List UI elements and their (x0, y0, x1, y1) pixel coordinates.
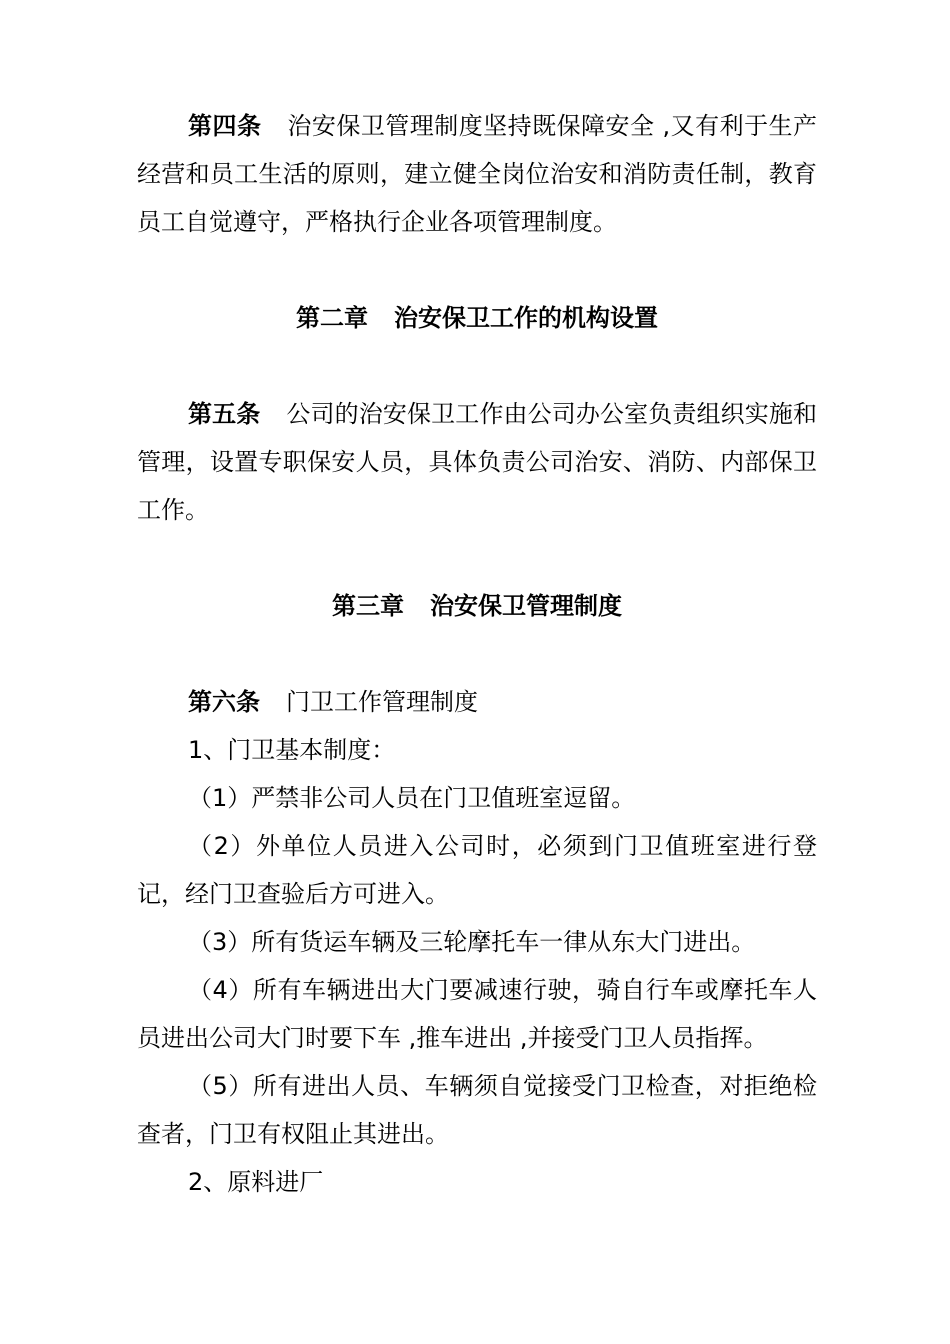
article-5 (137, 390, 817, 534)
article-6-label: 第六条 (188, 688, 260, 716)
chapter-3-heading (137, 582, 817, 630)
article-6 (137, 678, 817, 726)
list-item: 1、门卫基本制度： (188, 736, 396, 764)
article-5-label: 第五条 (188, 400, 261, 428)
list-item: 2、原料进厂 (188, 1168, 324, 1196)
article-5-text: 公司的治安保卫工作由公司办公室负责组织实施和管理，设置专职保安人员，具体负责公司治安、消防、内部保卫工作。 (137, 400, 817, 524)
chapter-2-number: 第二章 (296, 304, 368, 332)
spacer (137, 630, 817, 678)
document-page (137, 102, 817, 1206)
spacer (137, 534, 817, 582)
chapter-3-title: 治安保卫管理制度 (430, 592, 622, 620)
chapter-2-title: 治安保卫工作的机构设置 (394, 304, 658, 332)
chapter-2-heading (137, 294, 817, 342)
spacer (137, 342, 817, 390)
list-item: （4）所有车辆进出大门要减速行驶，骑自行车或摩托车人员进出公司大门时要下车 ,推车进出 ,并接受门卫人员指挥。 (137, 976, 817, 1052)
chapter-3-number: 第三章 (332, 592, 404, 620)
list-item: （1）严禁非公司人员在门卫值班室逗留。 (188, 784, 636, 812)
spacer (137, 246, 817, 294)
article-6-text: 门卫工作管理制度 (286, 688, 478, 716)
article-4-label: 第四条 (188, 112, 262, 140)
list-item: （2）外单位人员进入公司时，必须到门卫值班室进行登记，经门卫查验后方可进入。 (137, 832, 817, 908)
article-4 (137, 102, 817, 246)
article-4-text: 治安保卫管理制度坚持既保障安全 ,又有利于生产经营和员工生活的原则，建立健全岗位治安和消防责任制，教育员工自觉遵守，严格执行企业各项管理制度。 (137, 112, 818, 236)
list-item: （5）所有进出人员、车辆须自觉接受门卫检查，对拒绝检查者，门卫有权阻止其进出。 (137, 1072, 817, 1148)
list-item: （3）所有货运车辆及三轮摩托车一律从东大门进出。 (188, 928, 756, 956)
